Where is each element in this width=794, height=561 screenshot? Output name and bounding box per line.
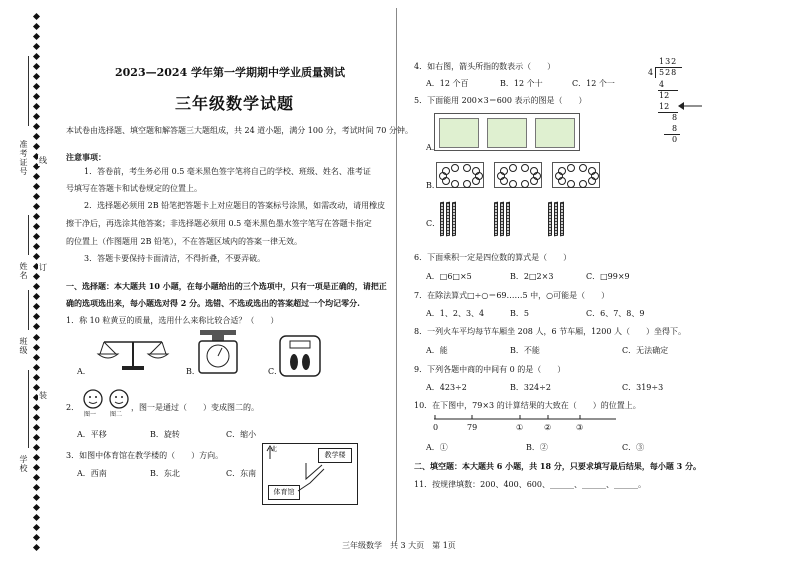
diamond-mark xyxy=(32,323,39,330)
bead-icon xyxy=(530,167,538,175)
q2-option-a: A．平移 xyxy=(77,430,107,439)
q5-option-a: A． xyxy=(426,143,440,152)
q2-fig1-label: 图一 xyxy=(84,411,97,418)
q10-mark-2: ② xyxy=(544,423,552,432)
q10-tick-79: 79 xyxy=(467,423,478,432)
kitchen-scale-image xyxy=(196,328,240,376)
bead-icon xyxy=(509,164,517,172)
bead-icon xyxy=(588,177,596,185)
bead-icon xyxy=(567,164,575,172)
division-step: 4 xyxy=(659,80,665,89)
exam-title: 2023—2024 学年第一学期期中学业质量测试 xyxy=(115,66,346,79)
q9-option-b: B．324÷2 xyxy=(510,383,551,392)
notes-line: 的位置上（作图题用 2B 铅笔），不在答题区域内的答案一律无效。 xyxy=(66,237,303,246)
q9-option-a: A．423÷2 xyxy=(426,383,467,392)
q3-option-c: C．东南 xyxy=(226,469,257,478)
diamond-mark xyxy=(32,544,39,551)
q7-option-b: B．5 xyxy=(510,309,529,318)
section1-heading-cont: 确的选项选出来，每小题选对得 2 分。选错、不选或选出的答案超过一个均记零分. xyxy=(66,298,360,308)
school-line xyxy=(28,370,29,448)
q4-option-c: C．12 个一 xyxy=(572,79,615,88)
diamond-mark xyxy=(32,333,39,340)
notes-line: 1．答卷前，考生务必用 0.5 毫米黑色签字笔将自己的学校、班级、姓名、准考证 xyxy=(84,167,371,176)
q1-option-c: C． xyxy=(268,367,283,376)
division-dividend: 528 xyxy=(659,68,678,77)
q4-option-b: B．12 个十 xyxy=(500,79,543,88)
division-quotient: 132 xyxy=(659,57,678,66)
book-stack-icon xyxy=(548,202,552,237)
division-bracket xyxy=(655,67,656,78)
diamond-mark xyxy=(32,273,39,280)
diamond-mark xyxy=(32,223,39,230)
q7-option-c: C．6、7、8、9 xyxy=(586,309,645,318)
exam-intro: 本试卷由选择题、填空题和解答题三大题组成，共 24 道小题，满分 100 分，考试时间 70 分钟。 xyxy=(66,126,413,135)
diamond-mark xyxy=(32,23,39,30)
diamond-mark xyxy=(32,424,39,431)
division-step: 8 xyxy=(672,113,678,122)
q9-stem: 9．下列各题中商的中间有 0 的是（ ） xyxy=(414,365,566,374)
q4-stem: 4．如右图，箭头所指的数表示（ ） xyxy=(414,62,556,71)
q10-number-line xyxy=(430,413,620,423)
diamond-mark xyxy=(32,123,39,130)
page-footer: 三年级数学 共 3 大页 第 1页 xyxy=(342,541,456,550)
division-step: 8 xyxy=(672,124,678,133)
book-stack-icon xyxy=(494,202,498,237)
bead-icon xyxy=(521,164,529,172)
bead-ring-group xyxy=(494,162,542,188)
q10-option-c: C．③ xyxy=(622,443,645,452)
diamond-mark xyxy=(32,414,39,421)
q5-option-b-figure xyxy=(436,160,606,192)
division-step: 12 xyxy=(659,91,670,100)
q2-option-b: B．旋转 xyxy=(150,430,180,439)
diamond-mark xyxy=(32,343,39,350)
diamond-mark xyxy=(32,454,39,461)
q10-option-a: A．① xyxy=(426,443,448,452)
notes-line: 3．答题卡要保持卡面清洁，不得折叠，不要弄破。 xyxy=(84,254,266,263)
exam-number-label: 准考证号 xyxy=(19,140,28,176)
corn-group-image xyxy=(535,118,575,148)
diamond-mark xyxy=(32,303,39,310)
diamond-mark xyxy=(32,484,39,491)
diamond-mark xyxy=(32,13,39,20)
section2-heading: 二、填空题：本大题共 6 小题，共 18 分，只要求填写最后结果，每小题 3 分。 xyxy=(414,461,701,471)
diamond-mark xyxy=(32,183,39,190)
diamond-mark xyxy=(32,113,39,120)
diamond-mark xyxy=(32,173,39,180)
q8-option-c: C．无法确定 xyxy=(622,346,669,355)
q5-option-b: B． xyxy=(426,181,440,190)
bead-icon xyxy=(442,167,450,175)
binding-char-bind: 装 xyxy=(39,391,47,400)
q4-option-a: A．12 个百 xyxy=(426,79,469,88)
diamond-mark xyxy=(32,213,39,220)
book-stack-icon xyxy=(554,202,558,237)
diamond-mark xyxy=(32,253,39,260)
q2-stem-suffix: ，图一是通过（ ）变成图二的。 xyxy=(131,403,259,412)
q5-stem: 5．下面能用 200×3＝600 表示的图是（ ） xyxy=(414,96,587,105)
q10-option-b: B．② xyxy=(526,443,548,452)
book-stack-icon xyxy=(560,202,564,237)
bead-icon xyxy=(558,167,566,175)
binding-diamond-border xyxy=(31,14,41,550)
bead-icon xyxy=(451,164,459,172)
q10-mark-3: ③ xyxy=(576,423,584,432)
q5-option-a-figure xyxy=(434,113,580,151)
name-line xyxy=(28,215,29,255)
class-line xyxy=(28,290,29,330)
diamond-mark xyxy=(32,203,39,210)
bead-ring-group xyxy=(436,162,484,188)
diamond-mark xyxy=(32,444,39,451)
q2-option-c: C．缩小 xyxy=(226,430,257,439)
diamond-mark xyxy=(32,474,39,481)
bead-icon xyxy=(463,164,471,172)
q8-option-b: B．不能 xyxy=(510,346,540,355)
bead-icon xyxy=(567,180,575,188)
bead-icon xyxy=(521,180,529,188)
diamond-mark xyxy=(32,404,39,411)
column-divider xyxy=(396,8,397,542)
notes-line: 2．选择题必须用 2B 铅笔把答题卡上对应题目的答案标号涂黑，如需改动，请用橡皮 xyxy=(84,201,386,210)
map-north-label: 北 xyxy=(271,446,278,453)
q6-option-c: C．□99×9 xyxy=(586,272,630,281)
exam-subtitle: 三年级数学试题 xyxy=(175,94,295,113)
diamond-mark xyxy=(32,364,39,371)
bead-icon xyxy=(472,167,480,175)
binding-char-line: 线 xyxy=(39,156,47,165)
arrow-left-icon xyxy=(676,101,702,111)
class-label: 班级 xyxy=(19,337,28,355)
q5-option-c: C． xyxy=(426,219,441,228)
q1-stem: 1．称 10 粒黄豆的质量，选用什么来称比较合适？（ ） xyxy=(66,316,279,325)
notes-line: 擦干净后，再选涂其他答案；非选择题必须用 0.5 毫米黑色墨水签字笔写在答题卡指定 xyxy=(66,219,372,228)
q10-mark-1: ① xyxy=(516,423,524,432)
q3-stem: 3．如图中体育馆在教学楼的（ ）方向。 xyxy=(66,451,224,460)
school-label: 学校 xyxy=(19,455,28,473)
diamond-mark xyxy=(32,63,39,70)
diamond-mark xyxy=(32,353,39,360)
map-building-box: 教学楼 xyxy=(318,448,352,463)
diamond-mark xyxy=(32,133,39,140)
bead-icon xyxy=(500,167,508,175)
diamond-mark xyxy=(32,83,39,90)
diamond-mark xyxy=(32,514,39,521)
bead-icon xyxy=(579,180,587,188)
q1-option-b: B． xyxy=(186,367,200,376)
q10-tick-zero: 0 xyxy=(433,423,439,432)
q6-stem: 6．下面乘积一定是四位数的算式是（ ） xyxy=(414,253,572,262)
q6-option-a: A．□6□×5 xyxy=(426,272,472,281)
bead-icon xyxy=(451,180,459,188)
diamond-mark xyxy=(32,233,39,240)
section1-heading: 一、选择题：本大题共 10 小题，在每小题给出的三个选项中，只有一项是正确的，请把正 xyxy=(66,281,387,291)
bead-icon xyxy=(463,180,471,188)
diamond-mark xyxy=(32,293,39,300)
notes-line: 号填写在答题卡和试卷规定的位置上。 xyxy=(66,184,202,193)
q10-stem: 10．在下图中，79×3 的计算结果的大致在（ ）的位置上。 xyxy=(414,401,641,410)
book-stack-icon xyxy=(506,202,510,237)
diamond-mark xyxy=(32,53,39,60)
bead-icon xyxy=(472,177,480,185)
diamond-mark xyxy=(32,33,39,40)
bead-icon xyxy=(509,180,517,188)
book-stack-icon xyxy=(500,202,504,237)
diamond-mark xyxy=(32,494,39,501)
binding-char-order: 订 xyxy=(39,263,47,272)
corn-group-image xyxy=(439,118,479,148)
diamond-mark xyxy=(32,524,39,531)
q3-option-a: A．西南 xyxy=(77,469,107,478)
diamond-mark xyxy=(32,193,39,200)
bead-icon xyxy=(530,177,538,185)
corn-group-image xyxy=(487,118,527,148)
diamond-mark xyxy=(32,43,39,50)
smiley-faces-image xyxy=(82,388,130,412)
diamond-mark xyxy=(32,534,39,541)
diamond-mark xyxy=(32,143,39,150)
division-remainder: 0 xyxy=(672,135,678,144)
diamond-mark xyxy=(32,313,39,320)
q1-option-a: A． xyxy=(77,367,91,376)
diamond-mark xyxy=(32,374,39,381)
q8-option-a: A．能 xyxy=(426,346,448,355)
q3-option-b: B．东北 xyxy=(150,469,180,478)
diamond-mark xyxy=(32,73,39,80)
q9-option-c: C．319÷3 xyxy=(622,383,664,392)
book-stack-icon xyxy=(452,202,456,237)
diamond-mark xyxy=(32,243,39,250)
bead-ring-group xyxy=(552,162,600,188)
bead-icon xyxy=(579,164,587,172)
division-step-arrow-target: 12 xyxy=(659,102,670,111)
diamond-mark xyxy=(32,504,39,511)
q6-option-b: B．2□2×3 xyxy=(510,272,554,281)
q2-stem-prefix: 2． xyxy=(66,403,80,412)
name-label: 姓名 xyxy=(19,262,28,280)
diamond-mark xyxy=(32,434,39,441)
q7-option-a: A．1、2、3、4 xyxy=(426,309,485,318)
q5-option-c-figure xyxy=(440,198,590,242)
diamond-mark xyxy=(32,93,39,100)
q8-stem: 8．一列火车平均每节车厢坐 208 人，6 节车厢，1200 人（ ）坐得下。 xyxy=(414,327,686,336)
bathroom-scale-image xyxy=(278,334,322,378)
book-stack-icon xyxy=(446,202,450,237)
q11-stem: 11．按规律填数：200、400、600、______、______、______。 xyxy=(414,480,646,489)
diamond-mark xyxy=(32,103,39,110)
notes-heading: 注意事项： xyxy=(66,152,106,162)
q2-fig2-label: 图二 xyxy=(110,411,123,418)
book-stack-icon xyxy=(440,202,444,237)
bead-icon xyxy=(588,167,596,175)
division-divisor: 4 xyxy=(648,68,654,77)
q7-stem: 7．在除法算式□÷○＝69……5 中，○可能是（ ） xyxy=(414,291,610,300)
balance-scale-image xyxy=(96,332,170,372)
diamond-mark xyxy=(32,283,39,290)
map-gym-box: 体育馆 xyxy=(268,485,300,500)
exam-number-line xyxy=(28,56,29,126)
diamond-mark xyxy=(32,464,39,471)
